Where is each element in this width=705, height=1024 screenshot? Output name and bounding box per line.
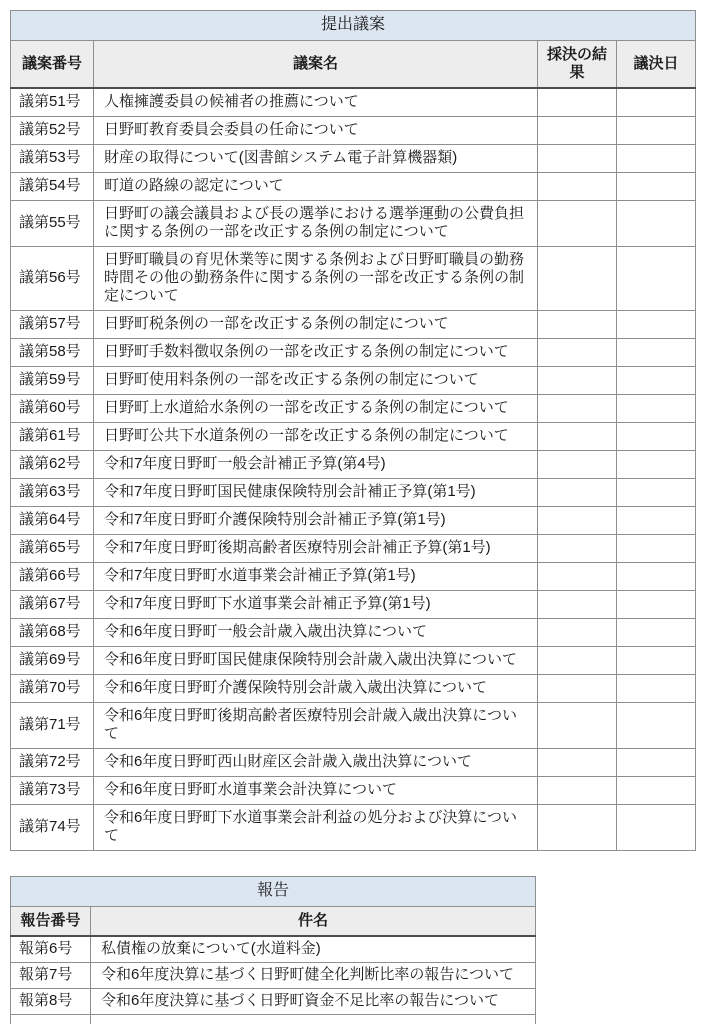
vote-result-cell	[538, 339, 617, 367]
decision-date-cell	[617, 675, 696, 703]
bill-name: 令和6年度日野町一般会計歳入歳出決算について	[94, 619, 538, 647]
decision-date-cell	[617, 749, 696, 777]
bill-row	[11, 367, 696, 395]
decision-date-cell	[617, 201, 696, 247]
col-header-decision-date: 議決日	[617, 41, 696, 89]
bill-number: 議第73号	[11, 777, 94, 805]
decision-date-cell	[617, 423, 696, 451]
col-header-subject: 件名	[91, 907, 536, 937]
bill-name: 令和6年度日野町西山財産区会計歳入歳出決算について	[94, 749, 538, 777]
decision-date-cell	[617, 367, 696, 395]
bill-number: 議第72号	[11, 749, 94, 777]
report-number: 報第6号	[11, 936, 91, 963]
vote-result-cell	[538, 395, 617, 423]
vote-result-cell	[538, 703, 617, 749]
decision-date-cell	[617, 339, 696, 367]
decision-date-cell	[617, 311, 696, 339]
decision-date-cell	[617, 703, 696, 749]
decision-date-cell	[617, 647, 696, 675]
bill-name: 日野町公共下水道条例の一部を改正する条例の制定について	[94, 423, 538, 451]
decision-date-cell	[617, 535, 696, 563]
bill-name: 令和7年度日野町介護保険特別会計補正予算(第1号)	[94, 507, 538, 535]
bill-number: 議第71号	[11, 703, 94, 749]
report-row	[11, 936, 536, 963]
decision-date-cell	[617, 479, 696, 507]
vote-result-cell	[538, 311, 617, 339]
submitted-bills-table	[10, 10, 696, 851]
vote-result-cell	[538, 201, 617, 247]
bill-name: 令和7年度日野町水道事業会計補正予算(第1号)	[94, 563, 538, 591]
column-header-row	[11, 907, 536, 937]
report-number: 報第7号	[11, 963, 91, 989]
bill-number: 議第64号	[11, 507, 94, 535]
bill-row	[11, 173, 696, 201]
bill-name: 令和6年度日野町介護保険特別会計歳入歳出決算について	[94, 675, 538, 703]
decision-date-cell	[617, 507, 696, 535]
bill-number: 議第55号	[11, 201, 94, 247]
bill-number: 議第53号	[11, 145, 94, 173]
vote-result-cell	[538, 173, 617, 201]
vote-result-cell	[538, 451, 617, 479]
bill-number: 議第61号	[11, 423, 94, 451]
col-header-report-number: 報告番号	[11, 907, 91, 937]
decision-date-cell	[617, 247, 696, 311]
bill-row	[11, 88, 696, 117]
bill-number: 議第62号	[11, 451, 94, 479]
vote-result-cell	[538, 117, 617, 145]
bill-row	[11, 201, 696, 247]
vote-result-cell	[538, 507, 617, 535]
vote-result-cell	[538, 145, 617, 173]
bill-name: 日野町の議会議員および長の選挙における選挙運動の公費負担に関する条例の一部を改正する条例の制定について	[94, 201, 538, 247]
bill-row	[11, 591, 696, 619]
bill-row	[11, 647, 696, 675]
report-subject: 令和6年度決算に基づく日野町資金不足比率の報告について	[91, 989, 536, 1015]
bill-number: 議第51号	[11, 88, 94, 117]
col-header-vote-result: 採決の結果	[538, 41, 617, 89]
col-header-bill-number: 議案番号	[11, 41, 94, 89]
decision-date-cell	[617, 777, 696, 805]
bill-row	[11, 619, 696, 647]
bill-row	[11, 339, 696, 367]
bill-row	[11, 423, 696, 451]
reports-table	[10, 876, 536, 1024]
vote-result-cell	[538, 367, 617, 395]
bill-name: 町道の路線の認定について	[94, 173, 538, 201]
table-title: 提出議案	[11, 11, 696, 41]
vote-result-cell	[538, 777, 617, 805]
bill-name: 日野町上水道給水条例の一部を改正する条例の制定について	[94, 395, 538, 423]
bill-name: 日野町手数料徴収条例の一部を改正する条例の制定について	[94, 339, 538, 367]
vote-result-cell	[538, 647, 617, 675]
bill-name: 日野町使用料条例の一部を改正する条例の制定について	[94, 367, 538, 395]
decision-date-cell	[617, 805, 696, 851]
bill-number: 議第70号	[11, 675, 94, 703]
bill-row	[11, 311, 696, 339]
decision-date-cell	[617, 395, 696, 423]
bill-name: 令和6年度日野町国民健康保険特別会計歳入歳出決算について	[94, 647, 538, 675]
bill-number: 議第57号	[11, 311, 94, 339]
bill-number: 議第52号	[11, 117, 94, 145]
bill-name: 人権擁護委員の候補者の推薦について	[94, 88, 538, 117]
bill-number: 議第67号	[11, 591, 94, 619]
report-subject: 私債権の放棄について(水道料金)	[91, 936, 536, 963]
bill-name: 令和7年度日野町下水道事業会計補正予算(第1号)	[94, 591, 538, 619]
bill-number: 議第54号	[11, 173, 94, 201]
vote-result-cell	[538, 749, 617, 777]
table-title-row	[11, 877, 536, 907]
report-number	[11, 1015, 91, 1024]
column-header-row	[11, 41, 696, 89]
table-title-row	[11, 11, 696, 41]
vote-result-cell	[538, 591, 617, 619]
bill-number: 議第69号	[11, 647, 94, 675]
bill-row	[11, 451, 696, 479]
decision-date-cell	[617, 591, 696, 619]
report-number: 報第8号	[11, 989, 91, 1015]
bill-name: 日野町税条例の一部を改正する条例の制定について	[94, 311, 538, 339]
bill-number: 議第58号	[11, 339, 94, 367]
bill-number: 議第63号	[11, 479, 94, 507]
bill-row	[11, 479, 696, 507]
decision-date-cell	[617, 173, 696, 201]
decision-date-cell	[617, 451, 696, 479]
bill-row	[11, 507, 696, 535]
bill-number: 議第65号	[11, 535, 94, 563]
bill-name: 日野町教育委員会委員の任命について	[94, 117, 538, 145]
vote-result-cell	[538, 247, 617, 311]
bill-name: 令和7年度日野町後期高齢者医療特別会計補正予算(第1号)	[94, 535, 538, 563]
table-title: 報告	[11, 877, 536, 907]
bill-row	[11, 247, 696, 311]
bill-number: 議第60号	[11, 395, 94, 423]
bill-row	[11, 703, 696, 749]
bill-row	[11, 777, 696, 805]
bill-name: 日野町職員の育児休業等に関する条例および日野町職員の勤務時間その他の勤務条件に関する条例の一部を改正する条例の制定について	[94, 247, 538, 311]
bill-row	[11, 563, 696, 591]
bill-name: 令和7年度日野町一般会計補正予算(第4号)	[94, 451, 538, 479]
vote-result-cell	[538, 479, 617, 507]
bill-row	[11, 535, 696, 563]
bill-number: 議第66号	[11, 563, 94, 591]
bill-row	[11, 805, 696, 851]
bill-row	[11, 749, 696, 777]
decision-date-cell	[617, 88, 696, 117]
decision-date-cell	[617, 619, 696, 647]
decision-date-cell	[617, 563, 696, 591]
vote-result-cell	[538, 619, 617, 647]
vote-result-cell	[538, 535, 617, 563]
bill-row	[11, 675, 696, 703]
vote-result-cell	[538, 88, 617, 117]
bill-name: 令和7年度日野町国民健康保険特別会計補正予算(第1号)	[94, 479, 538, 507]
decision-date-cell	[617, 117, 696, 145]
bill-number: 議第74号	[11, 805, 94, 851]
bill-name: 令和6年度日野町下水道事業会計利益の処分および決算について	[94, 805, 538, 851]
report-row	[11, 963, 536, 989]
report-subject: 令和6年度決算に基づく日野町健全化判断比率の報告について	[91, 963, 536, 989]
report-row-partial	[11, 1015, 536, 1024]
bill-name: 財産の取得について(図書館システム電子計算機器類)	[94, 145, 538, 173]
vote-result-cell	[538, 563, 617, 591]
bill-row	[11, 117, 696, 145]
bill-name: 令和6年度日野町水道事業会計決算について	[94, 777, 538, 805]
decision-date-cell	[617, 145, 696, 173]
bill-row	[11, 395, 696, 423]
report-subject	[91, 1015, 536, 1024]
bill-row	[11, 145, 696, 173]
col-header-bill-name: 議案名	[94, 41, 538, 89]
bill-number: 議第68号	[11, 619, 94, 647]
vote-result-cell	[538, 675, 617, 703]
bill-name: 令和6年度日野町後期高齢者医療特別会計歳入歳出決算について	[94, 703, 538, 749]
vote-result-cell	[538, 805, 617, 851]
bill-number: 議第56号	[11, 247, 94, 311]
vote-result-cell	[538, 423, 617, 451]
bill-number: 議第59号	[11, 367, 94, 395]
report-row	[11, 989, 536, 1015]
